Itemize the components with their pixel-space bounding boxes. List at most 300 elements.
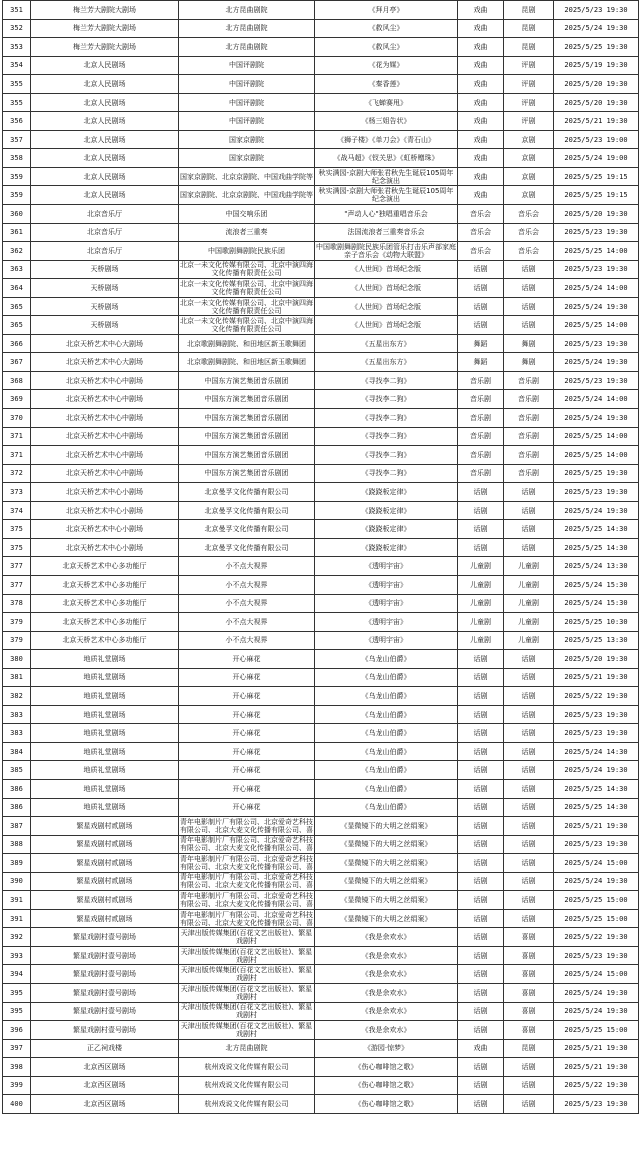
organizer-cell: 青年电影制片厂有限公司、北京爱奇艺科技有限公司、北京大麦文化传播有限公司、喜 (180, 873, 313, 890)
category-cell: 话剧 (458, 928, 504, 947)
venue-cell: 北京天桥艺术中心小剧场 (31, 538, 179, 557)
organizer-cell: 北京曼孚文化传播有限公司 (179, 483, 315, 502)
table-row (3, 965, 639, 984)
datetime-cell: 2025/5/23 19:30 (554, 371, 639, 390)
table-row (3, 705, 639, 724)
category-cell: 儿童剧 (458, 557, 504, 576)
genre-cell: 话剧 (504, 742, 554, 761)
category-cell: 话剧 (458, 538, 504, 557)
program-cell: 《救风尘》 (315, 19, 458, 38)
table-row (3, 93, 639, 112)
row-number: 373 (3, 483, 31, 502)
row-number: 375 (3, 520, 31, 539)
organizer-cell: 开心麻花 (179, 742, 315, 761)
row-number: 357 (3, 130, 31, 149)
venue-cell: 繁星戏剧村贰剧场 (31, 854, 179, 873)
genre-cell: 音乐剧 (504, 427, 554, 446)
datetime-cell: 2025/5/24 19:30 (554, 983, 639, 1002)
organizer-cell: 北京曼孚文化传播有限公司 (179, 520, 315, 539)
organizer-cell: 北京一未文化传媒有限公司、北京中演四海文化传播有限责任公司 (180, 298, 313, 315)
row-number: 395 (3, 1002, 31, 1021)
genre-cell: 话剧 (504, 650, 554, 669)
category-cell: 儿童剧 (458, 631, 504, 650)
genre-cell: 话剧 (504, 854, 554, 873)
program-cell: 《人世间》首场纪念版 (315, 279, 458, 298)
datetime-cell: 2025/5/22 19:30 (554, 687, 639, 706)
program-cell: 《寻找李二狗》 (315, 390, 458, 409)
datetime-cell: 2025/5/23 19:30 (554, 724, 639, 743)
table-row (3, 501, 639, 520)
venue-cell: 天桥剧场 (31, 297, 179, 316)
program-cell: 《人世间》首场纪念版 (315, 260, 458, 279)
table-row (3, 613, 639, 632)
table-row (3, 538, 639, 557)
table-row (3, 687, 639, 706)
category-cell: 儿童剧 (458, 613, 504, 632)
table-row (3, 130, 639, 149)
row-number: 369 (3, 390, 31, 409)
venue-cell: 北京音乐厅 (31, 205, 179, 224)
table-row (3, 1095, 639, 1114)
venue-cell: 北京音乐厅 (31, 223, 179, 242)
row-number: 383 (3, 724, 31, 743)
category-cell: 戏曲 (458, 75, 504, 94)
program-cell: 《我是余欢水》 (315, 946, 458, 965)
row-number: 358 (3, 149, 31, 168)
genre-cell: 喜剧 (504, 983, 554, 1002)
datetime-cell: 2025/5/25 19:15 (554, 167, 639, 186)
table-row (3, 427, 639, 446)
program-cell: 中国歌剧舞剧院民族乐团管乐打击乐声部家庭亲子音乐会《动物大联盟》 (316, 242, 456, 259)
category-cell: 话剧 (458, 687, 504, 706)
row-number: 356 (3, 112, 31, 131)
program-cell: 《伤心咖啡馆之歌》 (315, 1058, 458, 1077)
datetime-cell: 2025/5/24 19:30 (554, 1002, 639, 1021)
datetime-cell: 2025/5/24 19:30 (554, 353, 639, 372)
organizer-cell: 中国东方演艺集团音乐剧团 (179, 446, 315, 465)
datetime-cell: 2025/5/24 14:30 (554, 742, 639, 761)
genre-cell: 话剧 (504, 520, 554, 539)
program-cell: 《透明宇宙》 (315, 557, 458, 576)
genre-cell: 儿童剧 (504, 631, 554, 650)
datetime-cell: 2025/5/23 19:30 (554, 483, 639, 502)
table-row (3, 835, 639, 854)
organizer-cell: 小不点大视界 (179, 557, 315, 576)
program-cell: 《寻找李二狗》 (315, 371, 458, 390)
datetime-cell: 2025/5/24 19:30 (554, 409, 639, 428)
program-cell: 秋实满园-京剧大师张君秋先生诞辰105周年纪念演出 (315, 186, 458, 205)
row-number: 360 (3, 205, 31, 224)
category-cell: 话剧 (458, 1058, 504, 1077)
row-number: 361 (3, 223, 31, 242)
organizer-cell: 中国东方演艺集团音乐剧团 (179, 409, 315, 428)
genre-cell: 昆剧 (504, 19, 554, 38)
venue-cell: 地质礼堂剧场 (31, 650, 179, 669)
genre-cell: 话剧 (504, 817, 554, 836)
genre-cell: 儿童剧 (504, 613, 554, 632)
table-row (3, 242, 639, 261)
datetime-cell: 2025/5/25 14:30 (554, 520, 639, 539)
genre-cell: 音乐剧 (504, 446, 554, 465)
datetime-cell: 2025/5/24 19:30 (554, 761, 639, 780)
table-row (3, 167, 639, 186)
program-cell: 《我是余欢水》 (315, 965, 458, 984)
organizer-cell: 国家京剧院 (179, 130, 315, 149)
datetime-cell: 2025/5/25 10:30 (554, 613, 639, 632)
category-cell: 话剧 (458, 946, 504, 965)
row-number: 377 (3, 557, 31, 576)
row-number: 351 (3, 1, 31, 20)
genre-cell: 话剧 (504, 1095, 554, 1114)
row-number: 382 (3, 687, 31, 706)
table-row (3, 483, 639, 502)
genre-cell: 舞剧 (504, 353, 554, 372)
category-cell: 戏曲 (458, 167, 504, 186)
category-cell: 戏曲 (458, 149, 504, 168)
table-row (3, 56, 639, 75)
program-cell: "声动人心"独唱重唱音乐会 (315, 205, 458, 224)
genre-cell: 喜剧 (504, 965, 554, 984)
venue-cell: 地质礼堂剧场 (31, 668, 179, 687)
genre-cell: 昆剧 (504, 1039, 554, 1058)
table-row (3, 446, 639, 465)
organizer-cell: 流浪者三重奏 (179, 223, 315, 242)
table-row (3, 279, 639, 298)
venue-cell: 繁星戏剧村壹号剧场 (31, 1021, 179, 1040)
row-number: 354 (3, 56, 31, 75)
table-row (3, 983, 639, 1002)
row-number: 352 (3, 19, 31, 38)
table-row (3, 1058, 639, 1077)
organizer-cell: 北京一未文化传媒有限公司、北京中演四海文化传播有限责任公司 (180, 317, 313, 334)
datetime-cell: 2025/5/20 19:30 (554, 205, 639, 224)
venue-cell: 北京天桥艺术中心大剧场 (31, 353, 179, 372)
category-cell: 话剧 (458, 260, 504, 279)
program-cell: 《显微镜下的大明之丝绢案》 (315, 854, 458, 873)
program-cell: 《我是余欢水》 (315, 928, 458, 947)
genre-cell: 评剧 (504, 93, 554, 112)
row-number: 399 (3, 1076, 31, 1095)
table-row (3, 668, 639, 687)
row-number: 379 (3, 613, 31, 632)
genre-cell: 喜剧 (504, 1002, 554, 1021)
organizer-cell: 开心麻花 (179, 668, 315, 687)
category-cell: 话剧 (458, 909, 504, 928)
program-cell: 《乌龙山伯爵》 (315, 761, 458, 780)
venue-cell: 北京人民剧场 (31, 167, 179, 186)
table-row (3, 205, 639, 224)
category-cell: 话剧 (458, 297, 504, 316)
organizer-cell: 天津出版传媒集团(百花文艺出版社)、繁星戏剧村 (179, 965, 315, 984)
program-cell: 《乌龙山伯爵》 (315, 742, 458, 761)
datetime-cell: 2025/5/25 14:00 (554, 316, 639, 335)
row-number: 389 (3, 854, 31, 873)
row-number: 380 (3, 650, 31, 669)
organizer-cell: 国家京剧院、北京京剧院、中国戏曲学院等 (179, 167, 315, 186)
datetime-cell: 2025/5/24 19:30 (554, 19, 639, 38)
datetime-cell: 2025/5/24 13:30 (554, 557, 639, 576)
genre-cell: 京剧 (504, 186, 554, 205)
organizer-cell: 青年电影制片厂有限公司、北京爱奇艺科技有限公司、北京大麦文化传播有限公司、喜 (180, 910, 313, 927)
datetime-cell: 2025/5/20 19:30 (554, 650, 639, 669)
datetime-cell: 2025/5/24 15:00 (554, 854, 639, 873)
genre-cell: 评剧 (504, 112, 554, 131)
table-row (3, 186, 639, 205)
category-cell: 话剧 (458, 501, 504, 520)
program-cell: 《乌龙山伯爵》 (315, 724, 458, 743)
genre-cell: 话剧 (504, 538, 554, 557)
row-number: 368 (3, 371, 31, 390)
category-cell: 话剧 (458, 891, 504, 910)
table-row (3, 1, 639, 20)
table-row (3, 779, 639, 798)
organizer-cell: 中国评剧院 (179, 112, 315, 131)
row-number: 383 (3, 705, 31, 724)
program-cell: 《伤心咖啡馆之歌》 (315, 1095, 458, 1114)
venue-cell: 梅兰芳大剧院大剧场 (31, 19, 179, 38)
category-cell: 戏曲 (458, 38, 504, 57)
venue-cell: 北京人民剧场 (31, 130, 179, 149)
category-cell: 舞蹈 (458, 353, 504, 372)
venue-cell: 天桥剧场 (31, 260, 179, 279)
genre-cell: 评剧 (504, 75, 554, 94)
category-cell: 话剧 (458, 705, 504, 724)
schedule-rows (3, 1, 639, 1114)
venue-cell: 北京人民剧场 (31, 112, 179, 131)
datetime-cell: 2025/5/25 15:00 (554, 1021, 639, 1040)
category-cell: 音乐会 (458, 242, 504, 261)
row-number: 388 (3, 835, 31, 854)
category-cell: 话剧 (458, 742, 504, 761)
category-cell: 话剧 (458, 520, 504, 539)
genre-cell: 儿童剧 (504, 557, 554, 576)
venue-cell: 繁星戏剧村壹号剧场 (31, 965, 179, 984)
category-cell: 话剧 (458, 779, 504, 798)
organizer-cell: 中国东方演艺集团音乐剧团 (179, 427, 315, 446)
organizer-cell: 天津出版传媒集团(百花文艺出版社)、繁星戏剧村 (179, 928, 315, 947)
row-number: 392 (3, 928, 31, 947)
row-number: 364 (3, 279, 31, 298)
datetime-cell: 2025/5/24 19:30 (554, 501, 639, 520)
program-cell: 《乌龙山伯爵》 (315, 650, 458, 669)
table-row (3, 371, 639, 390)
program-cell: 《游园·惊梦》 (315, 1039, 458, 1058)
table-row (3, 19, 639, 38)
organizer-cell: 小不点大视界 (179, 594, 315, 613)
genre-cell: 音乐剧 (504, 464, 554, 483)
genre-cell: 昆剧 (504, 38, 554, 57)
genre-cell: 话剧 (504, 483, 554, 502)
table-row (3, 761, 639, 780)
organizer-cell: 中国评剧院 (179, 56, 315, 75)
category-cell: 话剧 (458, 724, 504, 743)
venue-cell: 北京西区剧场 (31, 1095, 179, 1114)
program-cell: 《寻找李二狗》 (315, 427, 458, 446)
organizer-cell: 北京曼孚文化传播有限公司 (179, 501, 315, 520)
genre-cell: 话剧 (504, 761, 554, 780)
organizer-cell: 开心麻花 (179, 687, 315, 706)
table-row (3, 631, 639, 650)
category-cell: 话剧 (458, 817, 504, 836)
table-row (3, 575, 639, 594)
datetime-cell: 2025/5/21 19:30 (554, 668, 639, 687)
organizer-cell: 开心麻花 (179, 779, 315, 798)
table-row (3, 1076, 639, 1095)
datetime-cell: 2025/5/24 15:30 (554, 594, 639, 613)
program-cell: 《拜月亭》 (315, 1, 458, 20)
program-cell: 《跷跷板定律》 (315, 483, 458, 502)
datetime-cell: 2025/5/24 19:30 (554, 297, 639, 316)
category-cell: 音乐会 (458, 205, 504, 224)
genre-cell: 话剧 (504, 872, 554, 891)
category-cell: 舞蹈 (458, 334, 504, 353)
organizer-cell: 国家京剧院 (179, 149, 315, 168)
row-number: 386 (3, 798, 31, 817)
category-cell: 话剧 (458, 854, 504, 873)
venue-cell: 天桥剧场 (31, 279, 179, 298)
venue-cell: 北京天桥艺术中心中剧场 (31, 390, 179, 409)
genre-cell: 话剧 (504, 1076, 554, 1095)
venue-cell: 北京天桥艺术中心小剧场 (31, 520, 179, 539)
venue-cell: 地质礼堂剧场 (31, 705, 179, 724)
table-row (3, 650, 639, 669)
organizer-cell: 中国东方演艺集团音乐剧团 (179, 371, 315, 390)
organizer-cell: 青年电影制片厂有限公司、北京爱奇艺科技有限公司、北京大麦文化传播有限公司、喜 (180, 854, 313, 871)
genre-cell: 音乐会 (504, 242, 554, 261)
genre-cell: 话剧 (504, 891, 554, 910)
datetime-cell: 2025/5/21 19:30 (554, 112, 639, 131)
table-row (3, 260, 639, 279)
table-row (3, 594, 639, 613)
program-cell: 《五星出东方》 (315, 353, 458, 372)
category-cell: 话剧 (458, 483, 504, 502)
organizer-cell: 小不点大视界 (179, 631, 315, 650)
organizer-cell: 天津出版传媒集团(百花文艺出版社)、繁星戏剧村 (179, 946, 315, 965)
category-cell: 话剧 (458, 650, 504, 669)
datetime-cell: 2025/5/25 14:30 (554, 538, 639, 557)
organizer-cell: 中国交响乐团 (179, 205, 315, 224)
venue-cell: 北京人民剧场 (31, 186, 179, 205)
row-number: 372 (3, 464, 31, 483)
venue-cell: 北京西区剧场 (31, 1058, 179, 1077)
genre-cell: 话剧 (504, 501, 554, 520)
organizer-cell: 青年电影制片厂有限公司、北京爱奇艺科技有限公司、北京大麦文化传播有限公司、喜 (180, 892, 313, 909)
genre-cell: 音乐剧 (504, 371, 554, 390)
organizer-cell: 北方昆曲剧院 (179, 1, 315, 20)
category-cell: 话剧 (458, 761, 504, 780)
table-row (3, 112, 639, 131)
category-cell: 话剧 (458, 316, 504, 335)
datetime-cell: 2025/5/25 14:00 (554, 446, 639, 465)
table-row (3, 409, 639, 428)
genre-cell: 话剧 (504, 260, 554, 279)
program-cell: 《显微镜下的大明之丝绢案》 (315, 909, 458, 928)
category-cell: 戏曲 (458, 56, 504, 75)
venue-cell: 北京天桥艺术中心多功能厅 (31, 613, 179, 632)
category-cell: 话剧 (458, 1021, 504, 1040)
datetime-cell: 2025/5/25 19:15 (554, 186, 639, 205)
table-row (3, 38, 639, 57)
venue-cell: 繁星戏剧村贰剧场 (31, 872, 179, 891)
row-number: 400 (3, 1095, 31, 1114)
datetime-cell: 2025/5/24 14:00 (554, 390, 639, 409)
row-number: 391 (3, 909, 31, 928)
genre-cell: 京剧 (504, 130, 554, 149)
venue-cell: 繁星戏剧村贰剧场 (31, 891, 179, 910)
organizer-cell: 中国评剧院 (179, 75, 315, 94)
organizer-cell: 北京一未文化传媒有限公司、北京中演四海文化传播有限责任公司 (180, 261, 313, 278)
category-cell: 戏曲 (458, 186, 504, 205)
table-row (3, 724, 639, 743)
venue-cell: 繁星戏剧村壹号剧场 (31, 946, 179, 965)
program-cell: 《我是余欢水》 (315, 1021, 458, 1040)
table-row (3, 1002, 639, 1021)
program-cell: 《人世间》首场纪念版 (315, 316, 458, 335)
row-number: 397 (3, 1039, 31, 1058)
table-row (3, 891, 639, 910)
category-cell: 戏曲 (458, 19, 504, 38)
row-number: 355 (3, 93, 31, 112)
category-cell: 话剧 (458, 983, 504, 1002)
program-cell: 《寻找李二狗》 (315, 464, 458, 483)
venue-cell: 地质礼堂剧场 (31, 761, 179, 780)
program-cell: 《显微镜下的大明之丝绢案》 (315, 835, 458, 854)
row-number: 370 (3, 409, 31, 428)
program-cell: 《战马超》《钗关思》《虹桥赠珠》 (315, 149, 458, 168)
row-number: 374 (3, 501, 31, 520)
organizer-cell: 天津出版传媒集团(百花文艺出版社)、繁星戏剧村 (179, 1002, 315, 1021)
program-cell: 秋实满园-京剧大师张君秋先生诞辰105周年纪念演出 (315, 167, 458, 186)
category-cell: 话剧 (458, 1002, 504, 1021)
table-row (3, 557, 639, 576)
table-row (3, 1021, 639, 1040)
datetime-cell: 2025/5/23 19:30 (554, 1, 639, 20)
organizer-cell: 北京歌剧舞剧院、和田地区新玉歌舞团 (179, 353, 315, 372)
genre-cell: 话剧 (504, 835, 554, 854)
category-cell: 戏曲 (458, 112, 504, 131)
organizer-cell: 杭州戏说文化传媒有限公司 (179, 1058, 315, 1077)
genre-cell: 舞剧 (504, 334, 554, 353)
venue-cell: 梅兰芳大剧院大剧场 (31, 1, 179, 20)
program-cell: 《透明宇宙》 (315, 631, 458, 650)
row-number: 393 (3, 946, 31, 965)
table-row (3, 223, 639, 242)
datetime-cell: 2025/5/23 19:30 (554, 835, 639, 854)
venue-cell: 北京天桥艺术中心中剧场 (31, 371, 179, 390)
venue-cell: 北京天桥艺术中心中剧场 (31, 446, 179, 465)
schedule-table (2, 0, 639, 1114)
row-number: 365 (3, 297, 31, 316)
program-cell: 《寻找李二狗》 (315, 446, 458, 465)
organizer-cell: 中国东方演艺集团音乐剧团 (179, 464, 315, 483)
genre-cell: 话剧 (504, 705, 554, 724)
table-row (3, 946, 639, 965)
venue-cell: 北京天桥艺术中心中剧场 (31, 464, 179, 483)
venue-cell: 北京音乐厅 (31, 242, 179, 261)
row-number: 378 (3, 594, 31, 613)
venue-cell: 地质礼堂剧场 (31, 687, 179, 706)
genre-cell: 昆剧 (504, 1, 554, 20)
venue-cell: 梅兰芳大剧院大剧场 (31, 38, 179, 57)
genre-cell: 话剧 (504, 909, 554, 928)
row-number: 386 (3, 779, 31, 798)
row-number: 355 (3, 75, 31, 94)
organizer-cell: 青年电影制片厂有限公司、北京爱奇艺科技有限公司、北京大麦文化传播有限公司、喜 (180, 817, 313, 834)
program-cell: 《透明宇宙》 (315, 594, 458, 613)
datetime-cell: 2025/5/19 19:30 (554, 56, 639, 75)
table-row (3, 909, 639, 928)
venue-cell: 北京天桥艺术中心中剧场 (31, 409, 179, 428)
